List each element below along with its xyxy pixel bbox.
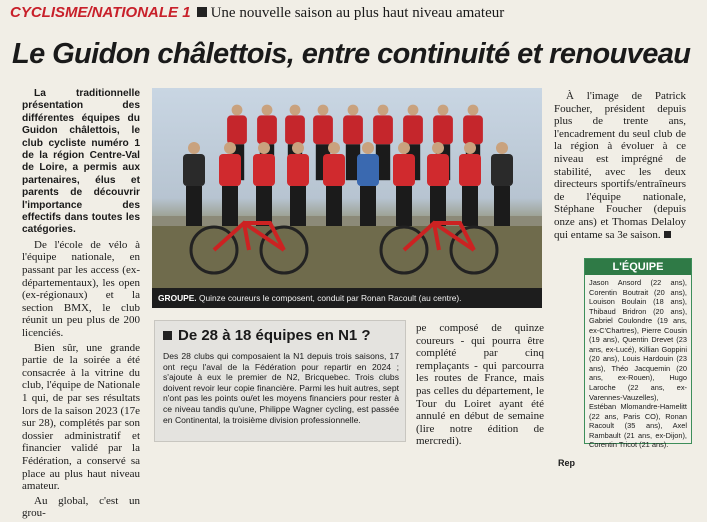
article-paragraph: Bien sûr, une grande partie de la soirée a été consacrée à la vitrine du club, l'équipe de Nationale 1 qui, de par ses résultats lors de la saison 2023 (17e sur 28), complétés par son dossier administratif et financier validé par la Fédération, a conservé sa place au plus haut niveau amateur. [22, 341, 140, 493]
caption-label: GROUPE. [158, 293, 197, 303]
bullet-square-icon [197, 7, 207, 17]
article-column-3 [554, 90, 686, 243]
article-paragraph: Au global, c'est un grou- [22, 494, 140, 520]
section-label: CYCLISME/NATIONALE 1 [10, 4, 191, 21]
box-title [163, 327, 371, 344]
kicker-subtitle: Une nouvelle saison au plus haut niveau amateur [210, 5, 505, 21]
article-column-1 [22, 88, 140, 522]
box-title-text: De 28 à 18 équipes en N1 ? [178, 327, 371, 344]
end-square-icon [664, 231, 671, 238]
sidebar-box [154, 320, 406, 442]
caption-text: Quinze coureurs le composent, conduit par Ronan Racoult (au centre). [198, 293, 462, 303]
team-roster-box [584, 258, 692, 450]
article-paragraph [554, 90, 686, 241]
section-kicker [10, 4, 504, 22]
article-intro: La traditionnelle présentation des différentes équipes du Guidon châlettois, le club cycliste numéro 1 de la région Centre-Val de Loire, a permis aux partenaires, élus et parents de découvrir l'importance des effectifs dans toutes les catégories. [22, 88, 140, 236]
footer-label: Rep [558, 458, 576, 468]
team-photo-illustration [152, 88, 542, 288]
photo-caption [152, 288, 542, 308]
article-paragraph: pe composé de quinze coureurs - qui pourra être complété par cinq remplaçants - qui parcourra les routes de France, mais pas celles du département, le Tour du Loiret ayant été annulé en début de semaine (lire notre édition de mercredi). [416, 322, 544, 448]
col3-text: À l'image de Patrick Foucher, président depuis plus de trente ans, l'encadrement du seul club de la région à évoluer à ce niveau est imprégné de stabilité, avec les deux directeurs sportifs/entraîneurs de l'équipe nationale, Stéphane Foucher (depuis onze ans) et Thomas Delaloy qui entame sa 3e saison. [554, 90, 686, 241]
article-headline: Le Guidon châlettois, entre continuité et renouveau [12, 38, 691, 70]
roster-text: Jason Ansord (22 ans), Corentin Boutrait (20 ans), Louison Boulain (18 ans), Thibaud Bridron (20 ans), Gabriel Coulondre (19 ans, ex-C'Chartres), Pierre Cousin (19 ans), Quentin Drevet (23 ans, ex-Lucé), Killian Goppini (20 ans), Louis Hardouin (23 ans), Théo Jacquemin (20 ans, ex-Rouen), Hugo Laroche (22 ans, ex-Varennes-Vauzelles), Estéban Mlomandre-Hamelitt (22 ans, Paris CO), Ronan Racoult (35 ans), Axel Rambault (21 ans, ex-Dijon), Corentin Tricot (21 ans). [589, 278, 687, 450]
article-column-2 [416, 322, 544, 450]
roster-title: L'ÉQUIPE [585, 259, 691, 275]
bullet-square-icon [163, 331, 172, 340]
article-paragraph: De l'école de vélo à l'équipe nationale, en passant par les access (ex-départementaux), les open (ex-régionaux) et la section BMX, le club réunit un peu plus de 200 licenciés. [22, 238, 140, 340]
team-photo [152, 88, 542, 288]
box-text: Des 28 clubs qui composaient la N1 depuis trois saisons, 17 ont reçu l'aval de la Fédération pour repartir en 2024 ; s'ajoute à eux le premier de N2, Bricquebec. Trois clubs doivent revoir leur copie financière. Parmi les huit autres, sept n'ont pas les points ou/et les moyens financiers pour rester à ce niveau tandis qu'une, Philippe Wagner cycling, est passée en Continental, la troisième division professionnelle. [163, 351, 399, 425]
